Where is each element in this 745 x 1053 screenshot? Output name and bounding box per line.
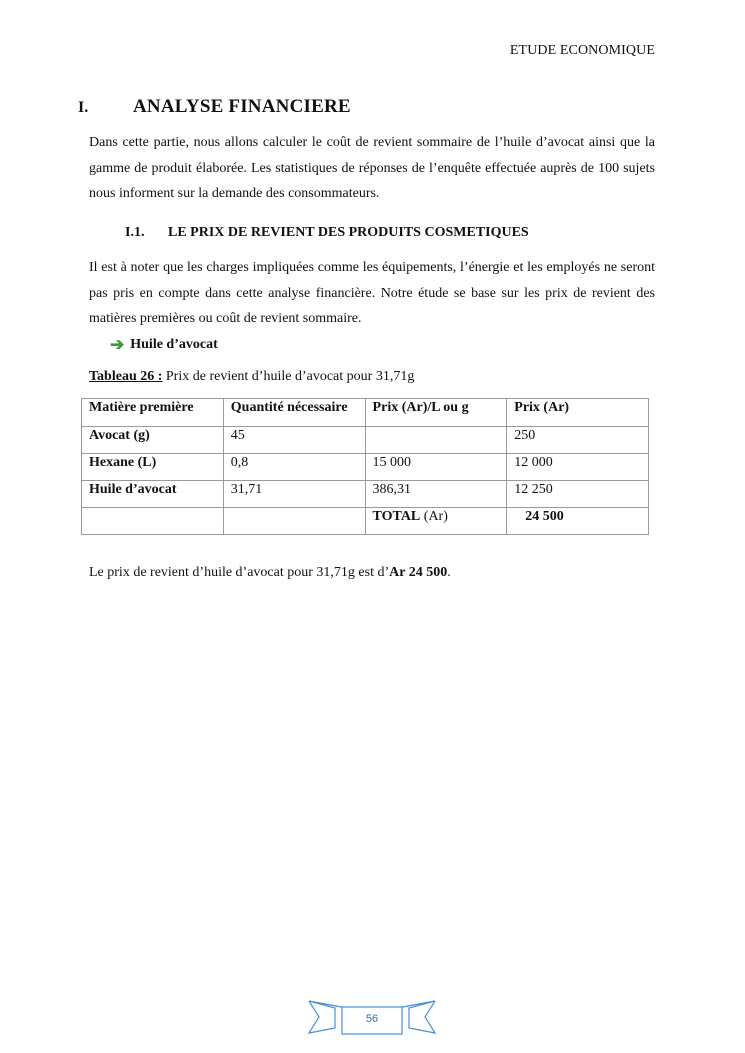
total-label-cell — [365, 508, 507, 535]
table-cell: 12 000 — [507, 454, 649, 481]
header-cell: Quantité nécessaire — [223, 399, 365, 427]
header-cell: Prix (Ar) — [507, 399, 649, 427]
conclusion-end: . — [447, 565, 451, 580]
subsection-heading — [125, 225, 529, 241]
cost-table — [81, 398, 649, 535]
conclusion-text: Le prix de revient d’huile d’avocat pour 31,71g est d’ — [89, 565, 390, 580]
table-cell — [82, 508, 224, 535]
table-row — [82, 454, 649, 481]
table-cell: 386,31 — [365, 481, 507, 508]
table-cell: 250 — [507, 427, 649, 454]
caption-text: Prix de revient d’huile d’avocat pour 31,71g — [162, 369, 415, 384]
subsection-title: LE PRIX DE REVIENT DES PRODUITS COSMETIQUES — [168, 225, 529, 240]
page-footer — [307, 998, 437, 1036]
subsection-number: I.1. — [125, 225, 145, 240]
caption-label: Tableau 26 : — [89, 369, 163, 384]
conclusion-value: Ar 24 500 — [389, 565, 448, 580]
table-cell: 15 000 — [365, 454, 507, 481]
table-cell: 45 — [223, 427, 365, 454]
table-cell — [223, 508, 365, 535]
arrow-right-icon: ➔ — [110, 335, 125, 354]
table-cell: 12 250 — [507, 481, 649, 508]
intro-paragraph: Dans cette partie, nous allons calculer le coût de revient sommaire de l’huile d’avocat ainsi que la gamme de produit élaborée. Les statistiques de réponses de l’enquête effectuée auprès de 100 sujets nous informent sur la demande des consommateurs. — [89, 135, 655, 201]
bullet-item — [110, 336, 218, 353]
header-cell: Matière première — [82, 399, 224, 427]
table-caption — [89, 369, 414, 385]
page-number: 56 — [365, 1013, 379, 1025]
table-cell: Huile d’avocat — [82, 481, 224, 508]
table-total-row — [82, 508, 649, 535]
table-header-row — [82, 399, 649, 427]
table-row — [82, 427, 649, 454]
table-cell — [365, 427, 507, 454]
running-header: ETUDE ECONOMIQUE — [509, 43, 655, 58]
table-row — [82, 481, 649, 508]
section-title: ANALYSE FINANCIERE — [133, 96, 351, 117]
table-cell: 0,8 — [223, 454, 365, 481]
section-number: I. — [78, 99, 89, 116]
total-value: 24 500 — [507, 508, 649, 535]
note-paragraph: Il est à noter que les charges impliquées comme les équipements, l’énergie et les employés ne seront pas pris en compte dans cette analyse financière. Notre étude se base sur les prix de revient des matières premières ou coût de revient sommaire. — [89, 260, 655, 326]
table-cell: Avocat (g) — [82, 427, 224, 454]
table-cell: 31,71 — [223, 481, 365, 508]
section-heading — [78, 96, 351, 118]
header-cell: Prix (Ar)/L ou g — [365, 399, 507, 427]
bullet-label: Huile d’avocat — [130, 336, 218, 352]
total-label: TOTAL — [372, 509, 421, 524]
total-unit: (Ar) — [420, 509, 448, 524]
conclusion-paragraph — [89, 565, 451, 581]
table-cell: Hexane (L) — [82, 454, 224, 481]
